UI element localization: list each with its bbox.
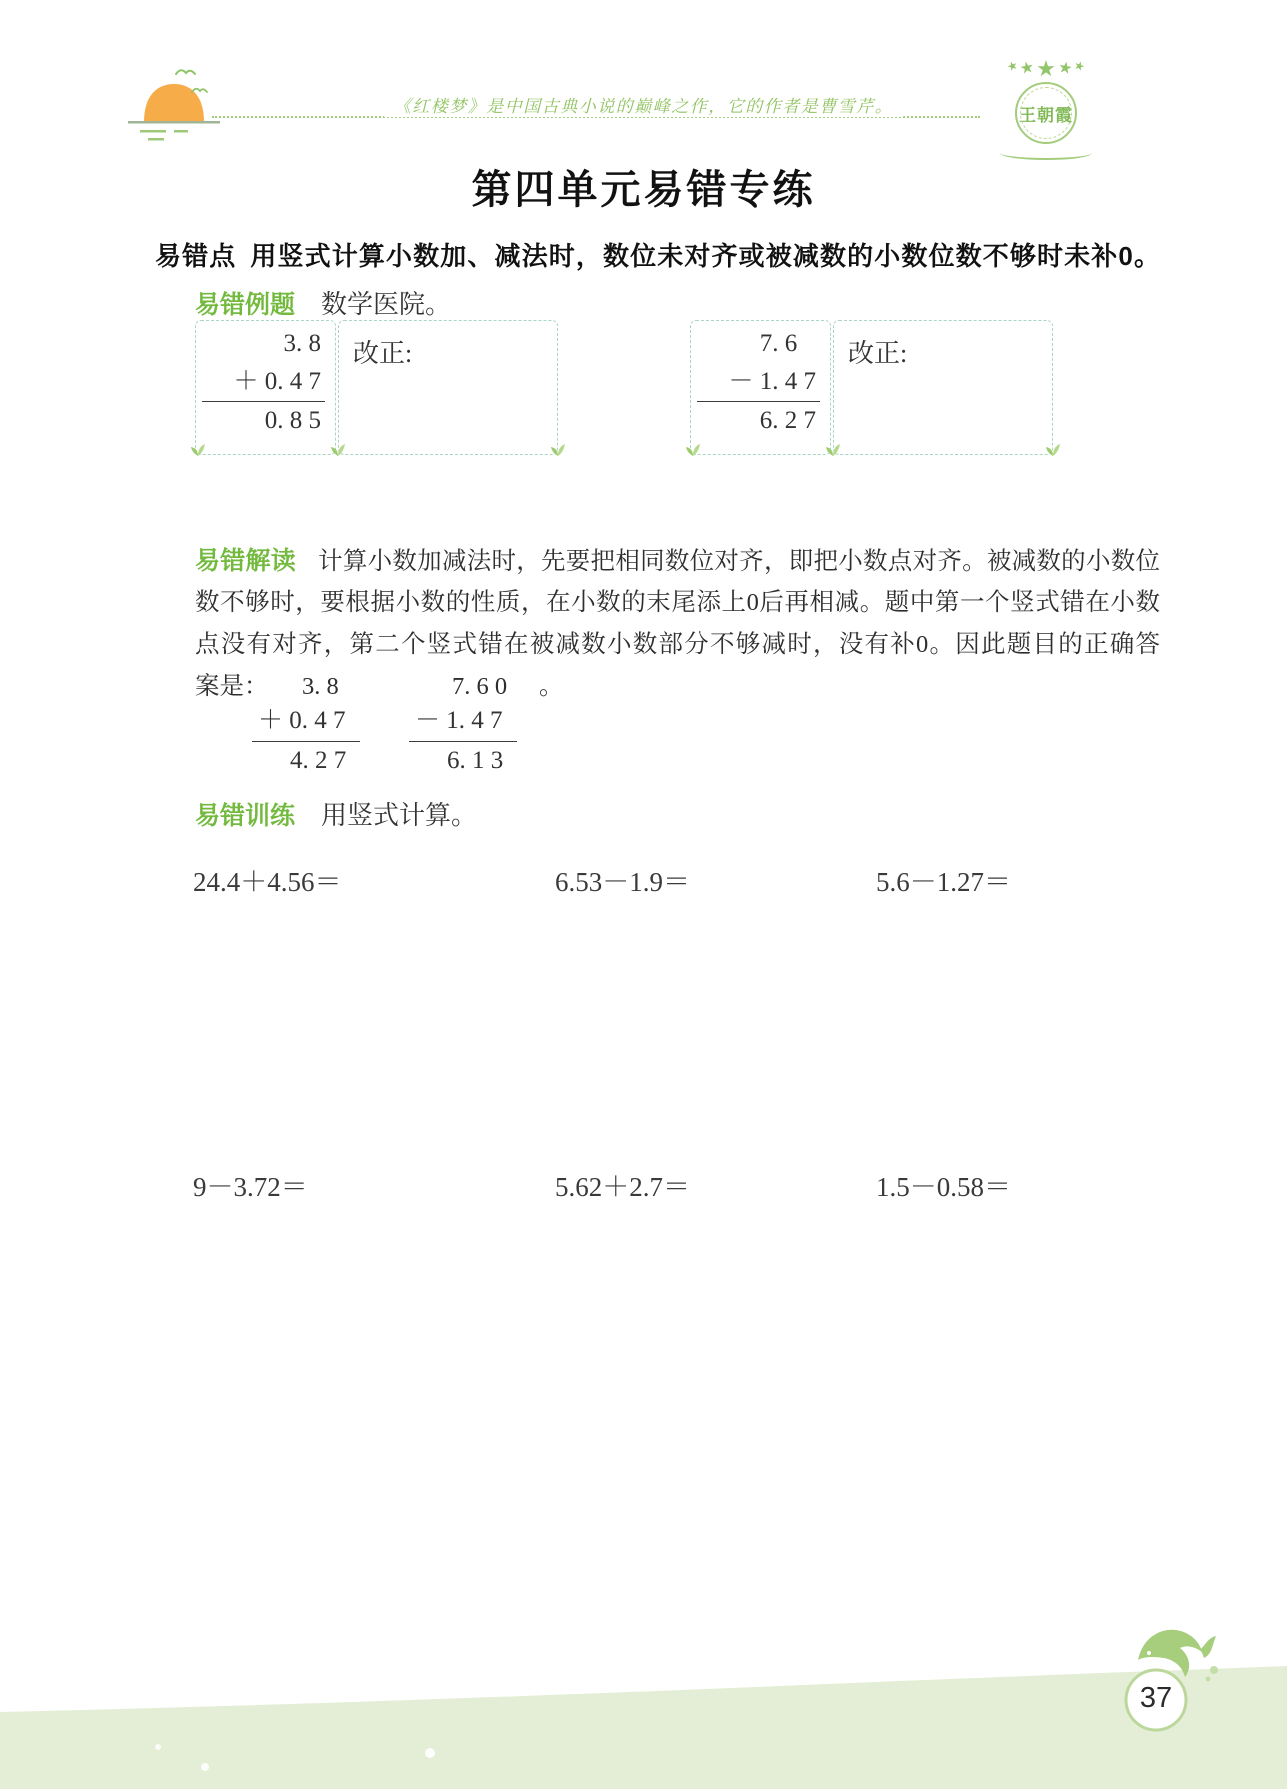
answer1-top: 3. 8 xyxy=(302,673,339,700)
star-icon: ★ xyxy=(1018,58,1036,79)
analysis-line: 点没有对齐，第二个竖式错在被减数小数部分不够减时，没有补0。因此题目的正确答 xyxy=(195,631,1160,658)
sprout-icon xyxy=(1043,440,1063,457)
bird-icon xyxy=(176,70,195,74)
calc-result: 4. 2 7 xyxy=(290,747,347,774)
example-label: 易错例题 xyxy=(195,291,296,319)
calc-top: 7. 6 xyxy=(759,330,816,357)
wrong-calc-box-2 xyxy=(690,320,831,455)
calc-result: 6. 2 7 xyxy=(759,407,816,434)
problem-4: 9－3.72＝ xyxy=(193,1172,308,1202)
correction-box-2[interactable] xyxy=(833,320,1053,455)
bird-icon xyxy=(192,89,207,92)
logo-name: 王朝霞 xyxy=(1019,105,1073,125)
sunrise-icon xyxy=(128,64,220,148)
correction-box-1[interactable] xyxy=(338,320,558,455)
sprout-icon xyxy=(683,440,703,457)
wrong-calc-box-1 xyxy=(195,320,336,455)
page-number: 37 xyxy=(1139,1682,1173,1714)
training-instruction: 用竖式计算。 xyxy=(321,801,478,830)
correct-calc-1 xyxy=(258,704,360,778)
problem-1: 24.4＋4.56＝ xyxy=(193,867,342,897)
correction-label: 改正: xyxy=(353,339,413,368)
calc-op-row: － 1. 4 7 xyxy=(728,368,816,395)
answer-prefix: 案是： xyxy=(195,673,269,700)
example-heading xyxy=(195,284,451,321)
analysis-line: 数不够时，要根据小数的性质，在小数的末尾添上0后再相减。题中第一个竖式错在小数 xyxy=(195,589,1160,616)
problem-3: 5.6－1.27＝ xyxy=(876,867,1011,897)
sprout-icon xyxy=(188,440,208,457)
calc-top: 3. 8 xyxy=(283,330,321,357)
calc-op-row: ＋ 0. 4 7 xyxy=(233,368,321,395)
answer2-top: 7. 6 0 xyxy=(452,673,508,700)
correct-calc-2 xyxy=(415,704,517,778)
calc-result: 0. 8 5 xyxy=(264,407,321,434)
analysis-line xyxy=(195,540,1160,582)
problem-6: 1.5－0.58＝ xyxy=(876,1172,1011,1202)
example-instruction: 数学医院。 xyxy=(321,290,452,319)
problem-2: 6.53－1.9＝ xyxy=(555,867,690,897)
analysis-line xyxy=(195,666,1160,708)
vertical-calc xyxy=(691,321,830,440)
calc-result: 6. 1 3 xyxy=(447,747,504,774)
footer-wave xyxy=(0,1655,1287,1789)
brand-logo xyxy=(980,56,1112,160)
calc-rule xyxy=(409,741,517,742)
header-quote: 《红楼梦》是中国古典小说的巅峰之作，它的作者是曹雪芹。 xyxy=(384,92,904,117)
calc-rule xyxy=(252,741,360,742)
dolphin-icon xyxy=(1128,1620,1224,1686)
training-heading xyxy=(195,795,477,832)
page-title: 第四单元易错专练 xyxy=(471,168,816,212)
sprout-icon xyxy=(548,440,568,457)
vertical-calc xyxy=(196,321,335,440)
calc-op-row: ＋ 0. 4 7 xyxy=(258,707,346,734)
error-point-text: 用竖式计算小数加、减法时，数位未对齐或被减数的小数位数不够时未补0。 xyxy=(250,241,1160,271)
error-point-line xyxy=(155,236,1160,273)
sprout-icon xyxy=(328,440,348,457)
star-icon: ★ xyxy=(1072,57,1088,75)
star-icon: ★ xyxy=(1036,56,1056,81)
training-label: 易错训练 xyxy=(195,802,296,830)
error-point-label: 易错点 xyxy=(155,241,237,271)
answer-suffix: 。 xyxy=(539,673,564,700)
logo-stars-icon xyxy=(980,56,1112,80)
star-icon: ★ xyxy=(1004,57,1020,75)
analysis-text: 计算小数加减法时，先要把相同数位对齐，即把小数点对齐。被减数的小数位 xyxy=(318,548,1160,575)
problem-5: 5.62＋2.7＝ xyxy=(555,1172,690,1202)
logo-badge xyxy=(1015,82,1077,144)
analysis-label: 易错解读 xyxy=(195,547,297,575)
analysis-paragraph xyxy=(195,540,1160,708)
star-icon: ★ xyxy=(1056,58,1074,79)
sprout-icon xyxy=(823,440,843,457)
calc-op-row: － 1. 4 7 xyxy=(415,707,503,734)
correction-label: 改正: xyxy=(848,339,908,368)
